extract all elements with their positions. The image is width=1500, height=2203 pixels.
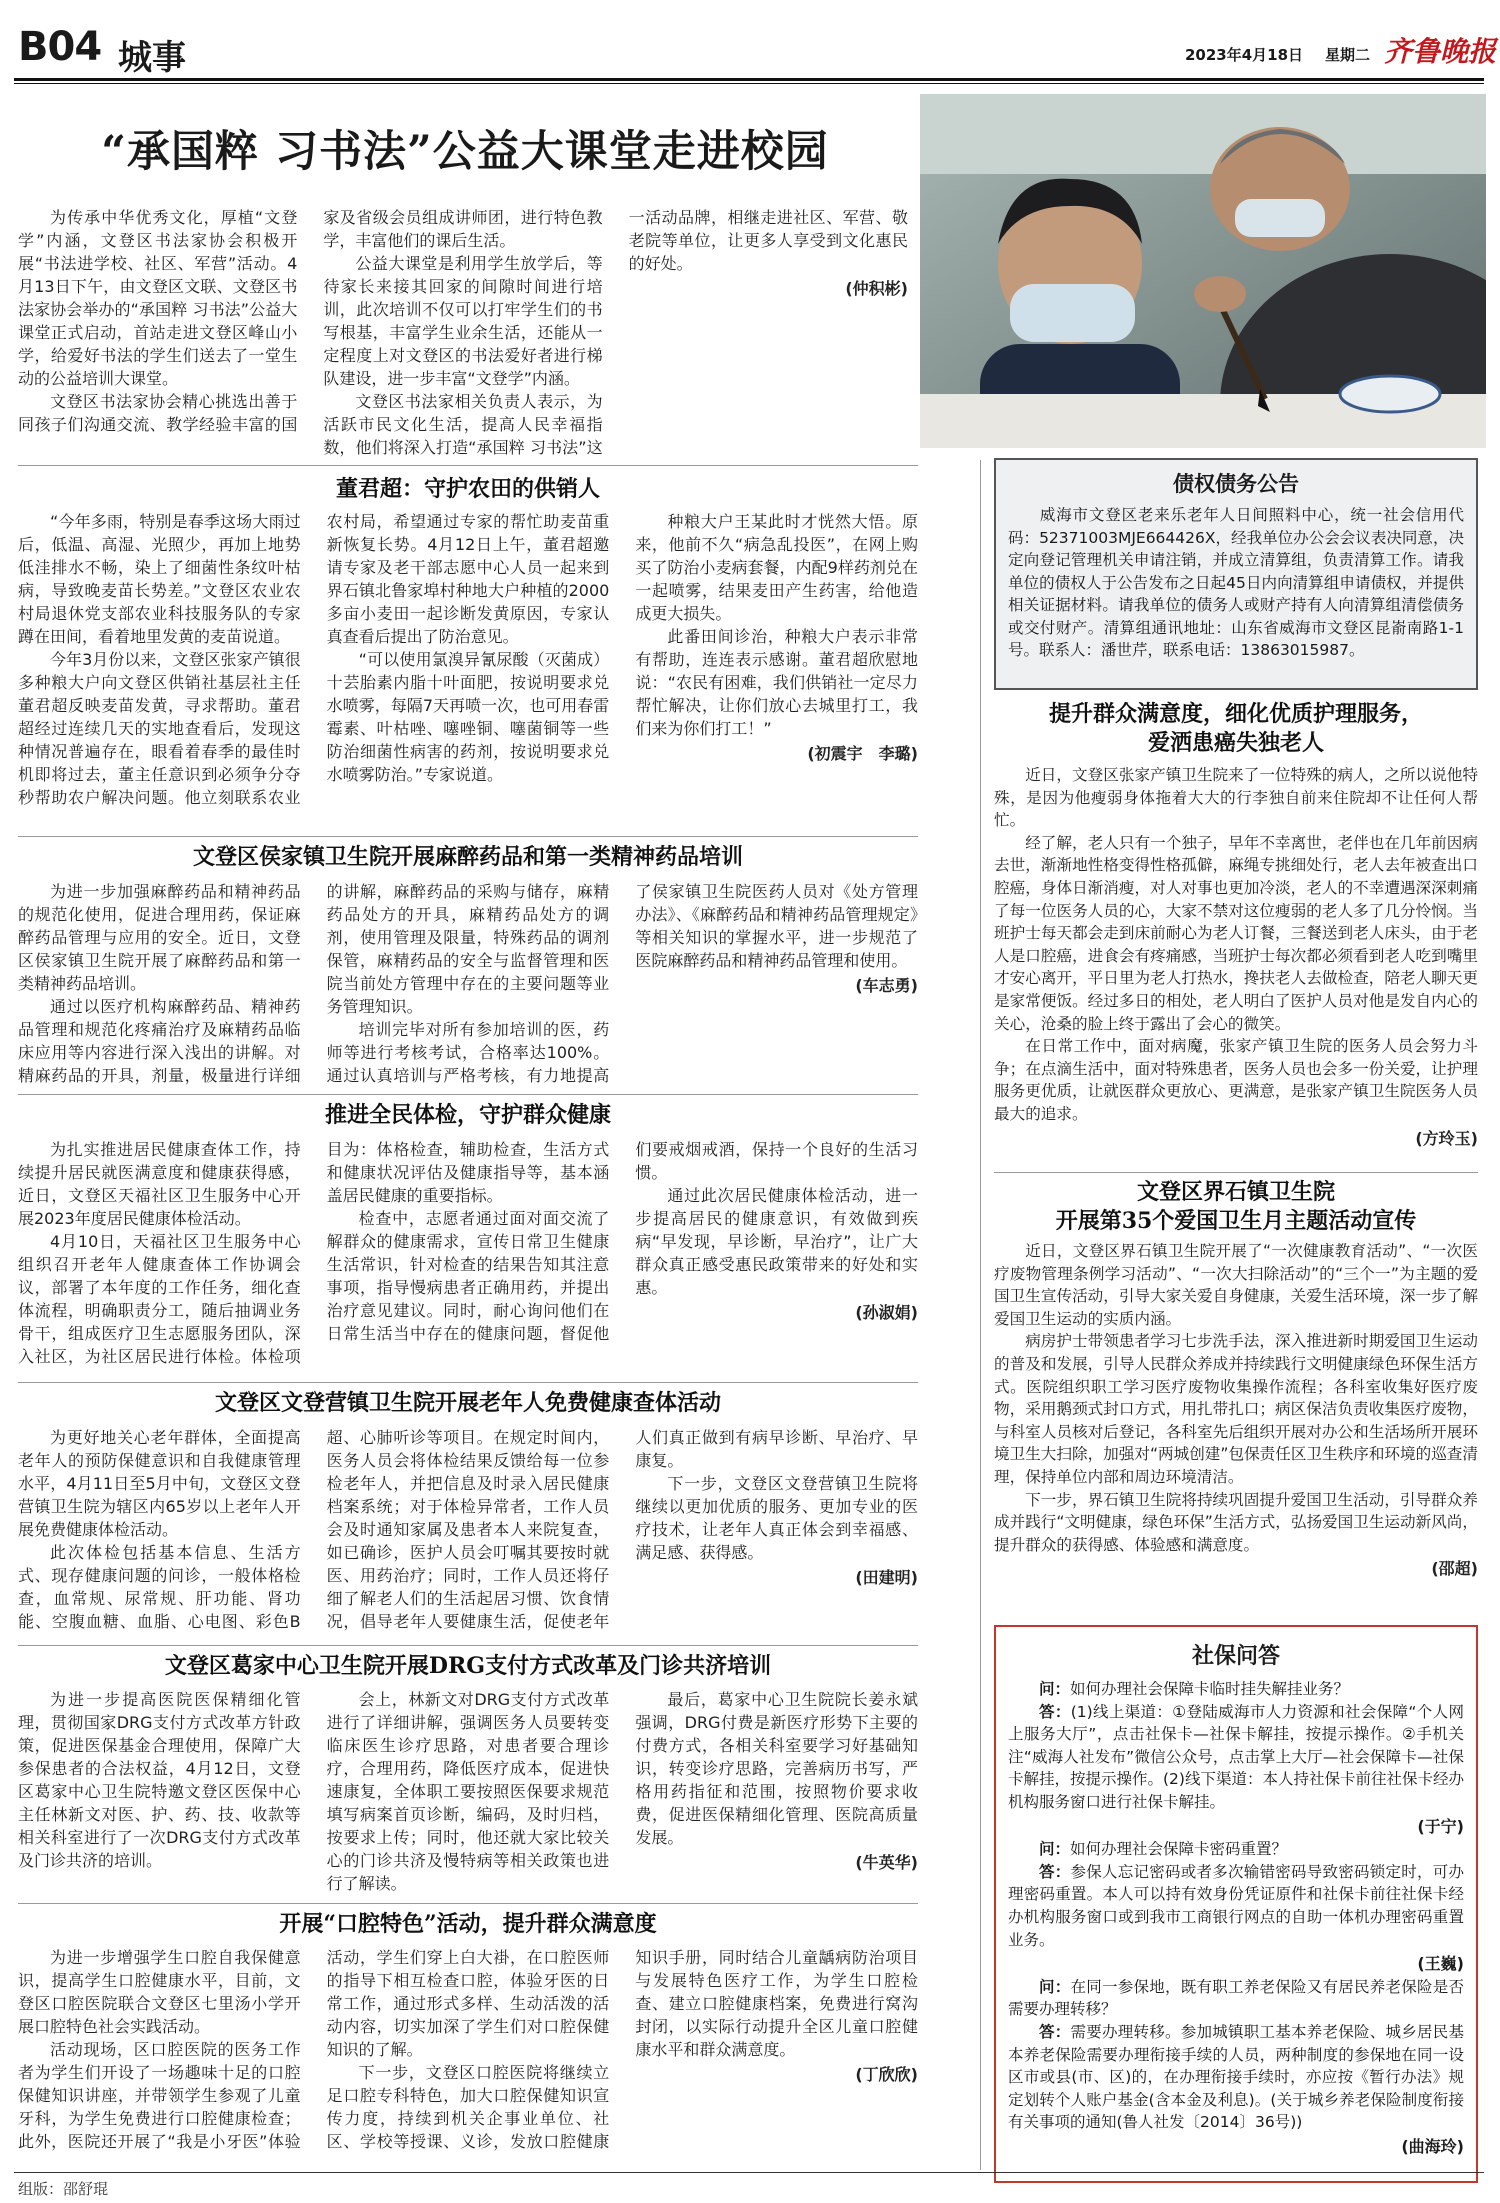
paragraph: 种粮大户王某此时才恍然大悟。原来，他前不久“病急乱投医”，在网上购买了防治小麦病套餐，内配9样药剂兑在一起喷雾，结果麦田产生药害，给他造成更大损失。 — [635, 512, 918, 623]
paragraph: 活动现场，区口腔医院的医务工作者为学生们开设了一场趣味十足的口腔保健知识讲座，并带领学生参观了儿童牙科，为学生免费进行口腔健康检查；此外，医院还开展了“我是小牙医”体验活动，学生们穿上白大褂，在口腔医师的指导下相互检查口腔，体验牙医的日常工作，通过形式多样、生动活泼的活动内容，切实加深了学生们对口腔保健知识的了解。 — [18, 1948, 610, 2151]
article-supply — [18, 510, 918, 830]
paragraph: 检查中，志愿者通过面对面交流了解群众的健康需求，宣传日常卫生健康生活常识，针对检查的结果告知其注意事项，指导慢病患者正确用药，并提出治疗意见建议。同时，耐心询问他们在日常生活当中存在的健康问题，督促他们要戒烟戒酒，保持一个良好的生活习惯。 — [326, 1140, 918, 1343]
byline: (邵超) — [1431, 1559, 1478, 1579]
paragraph: 公益大课堂是利用学生放学后，等待家长来接其回家的间隙时间进行培训，此次培训不仅可以打牢学生们的书写根基，丰富学生业余生活，还能从一定程度上对文登区的书法爱好者进行梯队建设，进一步丰富“文登学”内涵。 — [323, 254, 603, 388]
page-code: B04 — [18, 24, 102, 70]
article-oral — [18, 1946, 918, 2168]
headline-anesthesia: 文登区侯家镇卫生院开展麻醉药品和第一类精神药品培训 — [192, 844, 743, 870]
layout-editor-credit: 组版：邵舒琨 — [18, 2180, 109, 2198]
qa-question — [1008, 1678, 1464, 1701]
paragraph: 为扎实推进居民健康查体工作，持续提升居民就医满意度和健康获得感，近日，文登区天福社区卫生服务中心开展2023年度居民健康体检活动。 — [18, 1140, 301, 1228]
byline: (牛英华) — [855, 1853, 918, 1872]
divider — [18, 1094, 918, 1095]
paragraph: 下一步，文登区口腔医院将继续立足口腔专科特色，加大口腔保健知识宣传力度，持续到机关企事业单位、社区、学校等授课、义诊，发放口腔健康知识手册，同时结合儿童龋病防治项目与发展特色医疗工作，为学生口腔检查、建立口腔健康档案，免费进行窝沟封闭，以实际行动提升全区儿童口腔健康水平和群众满意度。 — [326, 1948, 918, 2151]
headline-patriotic-line1: 文登区界石镇卫生院 — [1136, 1179, 1335, 1205]
paragraph: 为传承中华优秀文化，厚植“文登学”内涵，文登区书法家协会积极开展“书法进学校、社区、军营”活动。4月13日下午，由文登区文联、文登区书法家协会举办的“承国粹 习书法”公益大课堂正式启动，首站走进文登区峰山小学，给爱好书法的学生们送去了一堂生动的公益培训大课堂。 — [18, 208, 298, 388]
article-checkup — [18, 1138, 918, 1378]
article-anesthesia — [18, 880, 918, 1090]
paragraph: 文登区书法家相关负责人表示，为活跃市民文化生活，提高人民幸福指数，他们将深入打造“承国粹 习书法”这一活动品牌，相继走进社区、军营、敬老院等单位，让更多人享受到文化惠民的好处。 — [323, 208, 908, 457]
paragraph: 此次体检包括基本信息、生活方式、现存健康问题的问诊，一般体格检查，血常规、尿常规、肝功能、肾功能、空腹血糖、血脂、心电图、彩色B超、心肺听诊等项目。在规定时间内，医务人员会将体检结果反馈给每一位参检老年人，并把信息及时录入居民健康档案系统；对于体检异常者，工作人员会及时通知家属及患者本人来院复查，如已确诊，医护人员会叮嘱其要按时就医、用药治疗；同时，工作人员还将仔细了解老人们的生活起居习惯、饮食情况，倡导老年人要健康生活，促使老年人们真正做到有病早诊断、早治疗、早康复。 — [18, 1428, 918, 1631]
byline: (初震宇 李璐) — [807, 744, 918, 763]
paragraph: 为进一步增强学生口腔自我保健意识，提高学生口腔健康水平，目前，文登区口腔医院联合文登区七里汤小学开展口腔特色社会实践活动。 — [18, 1948, 301, 2036]
headline-calligraphy: “承国粹 习书法”公益大课堂走进校园 — [101, 127, 829, 177]
newspaper-logo: 齐鲁晚报 — [1384, 35, 1497, 68]
paragraph: 最后，葛家中心卫生院院长姜永斌强调，DRG付费是新医疗形势下主要的付费方式，各相关科室要学习好基础知识，转变诊疗思路，完善病历书写，严格用药指征和范围，按照物价要求收费，促进医保精细化管理、医院高质量发展。 — [635, 1690, 918, 1847]
headline-oral: 开展“口腔特色”活动，提升群众满意度 — [279, 1911, 657, 1937]
question-label: 问： — [1039, 1977, 1071, 1996]
paragraph: 4月10日，天福社区卫生服务中心组织召开老年人健康查体工作协调会议，部署了本年度的工作任务，细化查体流程，明确职责分工，随后抽调业务骨干，组成医疗卫生志愿服务团队，深入社区，为社区居民进行体检。体检项目为：体格检查，辅助检查，生活方式和健康状况评估及健康指导等，基本涵盖居民健康的重要指标。 — [18, 1140, 610, 1366]
byline: (丁欣欣) — [855, 2065, 918, 2084]
headline-elderly: 文登区文登营镇卫生院开展老年人免费健康查体活动 — [214, 1390, 721, 1416]
qa-question — [1008, 1976, 1464, 2021]
paragraph: 通过以医疗机构麻醉药品、精神药品管理和规范化疼痛治疗及麻精药品临床应用等内容进行深入浅出的讲解。对精麻药品的开具，剂量，极量进行详细的讲解，麻醉药品的采购与储存，麻精药品处方的开具，麻精药品处方的调剂，使用管理及限量，特殊药品的调剂保管，麻精药品的安全与监督管理和医院当前处方管理中存在的主要问题等业务管理知识。 — [18, 882, 610, 1085]
debt-notice-box — [994, 458, 1478, 690]
byline: (于宁) — [1417, 1816, 1464, 1836]
byline: (孙淑娟) — [855, 1303, 918, 1322]
question-text: 如何办理社会保障卡密码重置？ — [1070, 1840, 1288, 1859]
paragraph: 下一步，文登区文登营镇卫生院将继续以更加优质的服务、更加专业的医疗技术，让老年人真正体会到幸福感、满足感、获得感。 — [635, 1474, 918, 1562]
paragraph: 今年3月份以来，文登区张家产镇很多种粮大户向文登区供销社基层社主任董君超反映麦苗发黄，寻求帮助。董君超经过连续几天的实地查看后，发现这种情况普遍存在，眼看着春季的最佳时机即将过去，董主任意识到必须争分夺秒帮助农户解决问题。他立刻联系农业农村局，希望通过专家的帮忙助麦苗重新恢复长势。4月12日上午，董君超邀请专家及老干部志愿中心人员一起来到界石镇北鲁家埠村种地大户种植的2000多亩小麦田一起诊断发黄原因，专家认真查看后提出了防治意见。 — [18, 512, 610, 807]
article-drg — [18, 1688, 918, 1898]
answer-label: 答： — [1039, 1862, 1071, 1881]
calligraphy-class-photo — [920, 94, 1486, 448]
question-text: 在同一参保地，既有职工养老保险又有居民养老保险是否需要办理转移？ — [1008, 1977, 1464, 2019]
answer-text: 参保人忘记密码或者多次输错密码导致密码锁定时，可办理密码重置。本人可以持有效身份凭证原件和社保卡前往社保卡经办机构服务窗口或到我市工商银行网点的自助一体机办理密码重置业务。 — [1008, 1862, 1464, 1949]
paragraph: 经了解，老人只有一个独子，早年不幸离世，老伴也在几年前因病去世，渐渐地性格变得性格孤僻，麻绳专挑细处行，老人去年被查出口腔癌，身体日渐消瘦，对人对事也更加冷淡，老人的不幸遭遇深深刺痛了每一位医务人员的心，大家不禁对这位瘦弱的老人多了几分怜悯。当班护士每天都会走到床前耐心为老人订餐，三餐送到老人床头，由于老人是口腔癌，进食会有疼痛感，当班护士每次都必须看到老人吃到嘴里才安心离开，平日里为老人打热水，搀扶老人去做检查，陪老人聊天更是家常便饭。经过多日的相处，老人明白了医护人员对他是发自内心的关心，沧桑的脸上终于露出了会心的微笑。 — [994, 833, 1478, 1033]
section-name: 城事 — [118, 38, 186, 78]
question-label: 问： — [1039, 1680, 1071, 1698]
headline-patriotic-line2: 开展第35个爱国卫生月主题活动宣传 — [1055, 1208, 1417, 1234]
byline: (曲海玲) — [1401, 2136, 1464, 2156]
paragraph: 此番田间诊治，种粮大户表示非常有帮助，连连表示感谢。董君超欣慰地说：“农民有困难，我们供销社一定尽力帮忙解决，让你们放心去城里打工，我们来为你们打工！” — [635, 627, 918, 738]
qa-answer — [1008, 1861, 1464, 1951]
answer-text: 需要办理转移。参加城镇职工基本养老保险、城乡居民基本养老保险需要办理衔接手续的人员，两种制度的参保地在同一设区市或县(市、区)的，在办理衔接手续时，亦应按《暂行办法》规定划转个人账户基金(含本金及利息)。(关于城乡养老保险制度衔接有关事项的通知(鲁人社发〔2014〕36号)) — [1008, 2022, 1464, 2132]
headline-care — [994, 700, 1478, 758]
divider — [18, 1903, 918, 1904]
qa-answer — [1008, 1701, 1464, 1814]
headline-patriotic — [994, 1178, 1478, 1236]
notice-body — [1008, 504, 1464, 662]
paragraph: 培训完毕对所有参加培训的医，药师等进行考核考试，合格率达100%。通过认真培训与严格考核，有力地提高了侯家镇卫生院医药人员对《处方管理办法》、《麻醉药品和精神药品管理规定》等相关知识的掌握水平，进一步规范了医院麻醉药品和精神药品管理和使用。 — [326, 882, 918, 1085]
headline-drg: 文登区葛家中心卫生院开展DRG支付方式改革及门诊共济培训 — [164, 1653, 772, 1679]
notice-title: 债权债务公告 — [1173, 471, 1299, 496]
byline: (方玲玉) — [1415, 1128, 1478, 1148]
headline-care-line2: 爱洒患癌失独老人 — [1147, 730, 1324, 756]
notice-text: 威海市文登区老来乐老年人日间照料中心，统一社会信用代码：52371003MJE664426X，经我单位办公会会议表决同意，决定向登记管理机关申请注销，并成立清算组，负责清算工作。请我单位的债权人于公告发布之日起45日内向清算组申请债权，并提供相关证据材料。请我单位的债务人或财产持有人向清算组清偿债务或交付财产。清算组通讯地址：山东省威海市文登区昆嵛南路1-1号。联系人：潘世芹，联系电话：13863015987。 — [1008, 506, 1464, 659]
paragraph: 病房护士带领患者学习七步洗手法，深入推进新时期爱国卫生运动的普及和发展，引导人民群众养成并持续践行文明健康绿色环保生活方式。医院组织职工学习医疗废物收集操作流程；各科室收集好医疗废物，采用鹅颈式封口方式，用扎带扎口；病区保洁负责收集医疗废物，与科室人员核对后登记，各科室先后组织开展对办公和生活场所开展环境卫生大扫除，加强对“两城创建”包保责任区卫生秩序和环境的巡查清理，保持单位内部和周边环境清洁。 — [994, 1332, 1478, 1486]
issue-date: 2023年4月18日 — [1185, 46, 1304, 64]
paragraph: 近日，文登区张家产镇卫生院来了一位特殊的病人，之所以说他特殊，是因为他瘦弱身体拖着大大的行李独自前来住院却不让任何人帮忙。 — [994, 766, 1478, 830]
article-elderly — [18, 1426, 918, 1640]
paragraph: “可以使用氯溴异氰尿酸（灭菌成）十芸胎素内脂十叶面肥，按说明要求兑水喷雾，每隔7天再喷一次，也可用春雷霉素、叶枯唑、噻唑铜、噻菌铜等一些防治细菌性病害的药剂，按说明要求兑水喷雾防治。”专家说道。 — [326, 650, 610, 784]
byline: (仲积彬) — [845, 279, 908, 298]
qa-question — [1008, 1838, 1464, 1861]
paragraph: 近日，文登区界石镇卫生院开展了“一次健康教育活动”、“一次医疗废物管理条例学习活动”、“一次大扫除活动”的“三个一”为主题的爱国卫生宣传活动，引导大家关爱自身健康，关爱生活环境，深一步了解爱国卫生运动的实质内涵。 — [994, 1242, 1478, 1328]
paragraph: 为进一步加强麻醉药品和精神药品的规范化使用，促进合理用药，保证麻醉药品管理与应用的安全。近日，文登区侯家镇卫生院开展了麻醉药品和第一类精神药品培训。 — [18, 882, 301, 993]
divider — [994, 1172, 1478, 1173]
issue-weekday: 星期二 — [1325, 46, 1371, 64]
article-calligraphy — [18, 206, 908, 461]
header-rule — [14, 78, 1484, 81]
article-patriotic — [994, 1240, 1478, 1581]
answer-label: 答： — [1039, 2022, 1071, 2041]
byline: (车志勇) — [855, 976, 918, 995]
paragraph: 在日常工作中，面对病魔，张家产镇卫生院的医务人员会努力斗争；在点滴生活中，面对特殊患者，医务人员也会多一份关爱，让护理服务更优质，让就医群众更放心、更满意，是张家产镇卫生院医务人员最大的追求。 — [994, 1037, 1478, 1123]
question-label: 问： — [1039, 1840, 1071, 1859]
byline: (王巍) — [1417, 1954, 1464, 1974]
divider — [18, 1645, 918, 1646]
paragraph: 通过此次居民健康体检活动，进一步提高居民的健康意识，有效做到疾病“早发现，早诊断，早治疗”，让广大群众真正感受惠民政策带来的好处和实惠。 — [635, 1186, 918, 1297]
question-text: 如何办理社会保障卡临时挂失解挂业务？ — [1070, 1680, 1350, 1698]
social-security-qa-box — [994, 1625, 1478, 2183]
headline-supply: 董君超：守护农田的供销人 — [335, 476, 600, 502]
paragraph: 文登区书法家协会精心挑选出善于同孩子们沟通交流、教学经验丰富的国家及省级会员组成讲师团，进行特色教学，丰富他们的课后生活。 — [18, 208, 603, 434]
paragraph: 会上，林新文对DRG支付方式改革进行了详细讲解，强调医务人员要转变临床医生诊疗思路，对患者要合理诊疗，合理用药，降低医疗成本，促进快速康复，全体职工要按照医保要求规范填写病案首页诊断，编码，及时归档，按要求上传；同时，他还就大家比较关心的门诊共济及慢特病等相关政策也进行了解读。 — [326, 1690, 610, 1893]
footer-rule — [14, 2172, 1484, 2173]
paragraph: 为更好地关心老年群体，全面提高老年人的预防保健意识和自我健康管理水平，4月11日至5月中旬，文登区文登营镇卫生院为辖区内65岁以上老年人开展免费健康体检活动。 — [18, 1428, 301, 1539]
paragraph: 下一步，界石镇卫生院将持续巩固提升爱国卫生活动，引导群众养成并践行“文明健康，绿色环保”生活方式，弘扬爱国卫生运动新风尚，提升群众的获得感、体验感和满意度。 — [994, 1490, 1478, 1554]
paragraph: 为进一步提高医院医保精细化管理，贯彻国家DRG支付方式改革方针政策，促进医保基金合理使用，保障广大参保患者的合法权益，4月12日，文登区葛家中心卫生院特邀文登区医保中心主任林新文对医、护、药、技、收款等相关科室进行了一次DRG支付方式改革及门诊共济的培训。 — [18, 1690, 301, 1870]
header-rule-thin — [14, 83, 1484, 84]
paragraph: “今年多雨，特别是春季这场大雨过后，低温、高湿、光照少，再加上地势低洼排水不畅，染上了细菌性条纹叶枯病，导致晚麦苗长势差。”文登区农业农村局退休党支部农业科技服务队的专家蹲在田间，看着地里发黄的麦苗说道。 — [18, 512, 301, 646]
headline-checkup: 推进全民体检，守护群众健康 — [324, 1102, 611, 1128]
headline-care-line1: 提升群众满意度，细化优质护理服务， — [1048, 701, 1423, 727]
answer-text: (1)线上渠道：①登陆威海市人力资源和社会保障“个人网上服务大厅”，点击社保卡—社保卡解挂，按提示操作。②手机关注“威海人社发布”微信公众号，点击掌上大厅—社会保障卡—社保卡解挂，按提示操作。(2)线下渠道：本人持社保卡前往社保卡经办机构服务窗口进行社保卡解挂。 — [1008, 1702, 1464, 1811]
qa-answer — [1008, 2021, 1464, 2134]
qa-body — [1008, 1678, 1464, 2158]
article-care — [994, 764, 1478, 1150]
byline: (田建明) — [855, 1568, 918, 1587]
divider — [18, 465, 918, 466]
photo-illustration — [920, 94, 1486, 448]
answer-label: 答： — [1039, 1702, 1071, 1721]
column-divider — [980, 460, 981, 2170]
qa-title: 社保问答 — [1191, 1643, 1280, 1669]
divider — [18, 1382, 918, 1383]
divider — [18, 836, 918, 837]
